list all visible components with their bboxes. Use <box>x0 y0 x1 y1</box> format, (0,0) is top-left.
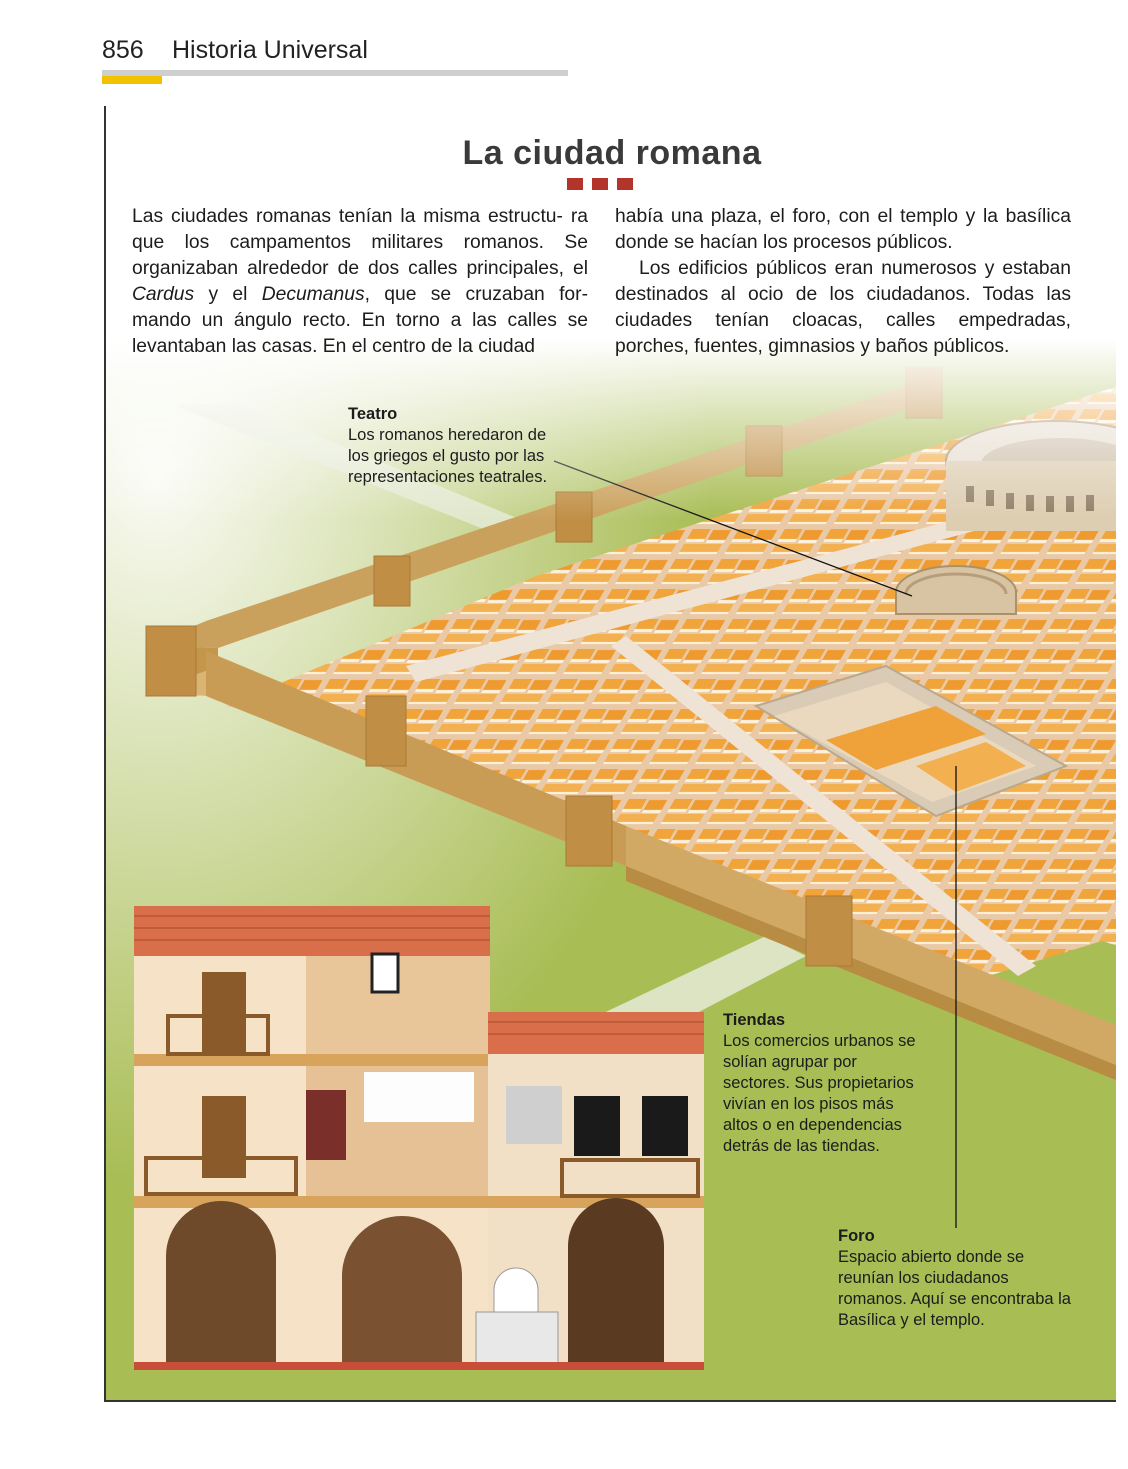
shop-cutaway <box>476 1012 704 1366</box>
text-line: levantaban las casas. En el centro de la ciudad <box>132 336 536 357</box>
text-line: mando un ángulo recto. En torno a las calles se <box>132 310 588 331</box>
text-line: , que se cruzaban for- <box>364 284 588 305</box>
text-column-left <box>132 204 588 360</box>
title-square <box>567 178 583 190</box>
page-title: La ciudad romana <box>462 134 762 172</box>
text-line: el <box>572 258 588 279</box>
text-line: ra que los campamentos militares romanos. Se <box>132 206 588 253</box>
callout-title: Foro <box>838 1227 875 1245</box>
header-rule <box>102 70 568 76</box>
text-line: Las ciudades romanas tenían la misma estructu- <box>132 206 563 227</box>
callout-text: Los romanos heredaron de los griegos el gusto por las representaciones teatrales. <box>348 426 548 486</box>
house-cutaway <box>134 906 490 1366</box>
callout-tiendas <box>723 1010 923 1157</box>
paragraph-left <box>132 204 588 360</box>
term-cardus: Cardus <box>132 284 195 305</box>
callout-teatro <box>348 404 568 488</box>
callout-text: Los comercios urbanos se solían agrupar por sectores. Sus propietarios vivían en los pisos más altos o en dependencias detrás de las tiendas. <box>723 1032 916 1155</box>
page-header <box>102 36 572 84</box>
paragraph-right-1: había una plaza, el foro, con el templo y la basílica donde se hacían los procesos públicos. <box>615 206 1071 253</box>
callout-foro <box>838 1226 1078 1331</box>
header-accent-bar <box>102 76 162 84</box>
title-square <box>592 178 608 190</box>
page-number: 856 <box>102 36 144 64</box>
running-title: Historia Universal <box>172 36 368 64</box>
callout-title: Teatro <box>348 405 398 423</box>
paragraph-right-2: Los edificios públicos eran numerosos y estaban destinados al ocio de los ciudadanos. Todas las ciudades tenían cloacas, calles empedradas, porches, fuentes, gimnasios y baños públicos. <box>615 258 1071 357</box>
term-decumanus: Decumanus <box>261 284 365 305</box>
title-square <box>617 178 633 190</box>
text-column-right <box>615 204 1071 360</box>
text-line: y el <box>194 284 262 305</box>
content-frame <box>104 106 1116 1402</box>
callout-text: Espacio abierto donde se reunían los ciudadanos romanos. Aquí se encontraba la Basílica y el templo. <box>838 1248 1071 1329</box>
callout-title: Tiendas <box>723 1011 786 1029</box>
text-line: organizaban alrededor de dos calles principales, <box>132 258 564 279</box>
title-decoration <box>567 178 637 192</box>
